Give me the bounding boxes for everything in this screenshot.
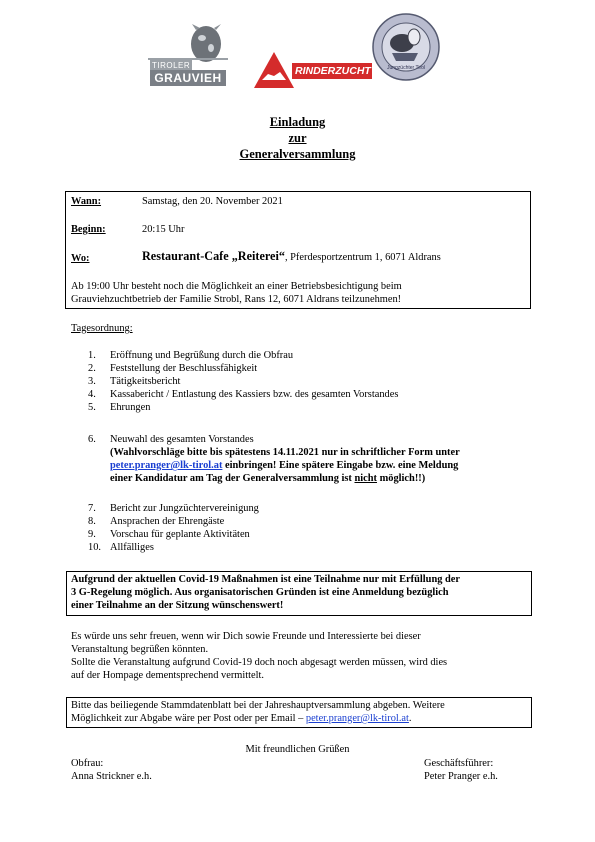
agenda-item-6-text: Neuwahl des gesamten Vorstandes [110,434,254,445]
agenda-item: 3. Tätigkeitsbericht [88,376,181,387]
title-line-2: zur [288,131,307,145]
wo-label: Wo: [71,253,90,264]
title-line-1: Einladung [269,115,326,129]
obfrau-role: Obfrau: [71,758,104,769]
logo-text-rinderzucht: RINDERZUCHT [292,63,372,79]
nomination-email-link[interactable]: peter.pranger@lk-tirol.at [110,460,223,471]
stammdaten-line-1: Bitte das beiliegende Stammdatenblatt bei der Jahreshauptversammlung abgeben. Weitere [71,700,445,711]
logo-text-grauvieh: GRAUVIEH [150,70,226,86]
paragraph-line: auf der Hompage dementsprechend vermittelt. [71,670,265,681]
visit-note-line-2: Grauviehzuchtbetrieb der Familie Strobl, Rans 12, 6071 Aldrans teilzunehmen! [71,294,402,305]
invitation-paragraph [71,630,447,682]
beginn-value: 20:15 Uhr [142,224,185,235]
nomination-note-line-3: einer Kandidatur am Tag der Generalversammlung ist nicht möglich!!) [110,473,426,484]
closing-greeting: Mit freundlichen Grüßen [245,744,350,755]
wann-label: Wann: [71,196,102,207]
logo-text-jungzuechter: Jungzüchter Tirol [386,65,426,71]
covid-notice-box [66,571,532,616]
agenda-item: 5. Ehrungen [88,402,151,413]
jungzuechter-logo [372,13,440,81]
logo-text-tiroler: TIROLER [152,61,191,70]
wann-value: Samstag, den 20. November 2021 [142,196,283,207]
agenda-item: 9. Vorschau für geplante Aktivitäten [88,529,250,540]
wo-value [142,250,441,264]
venue-name: Restaurant-Cafe „Reiterei“ [142,249,285,263]
mountain-icon [254,50,294,88]
geschaeftsfuehrer-name: Peter Pranger e.h. [424,771,498,782]
geschaeftsfuehrer-role: Geschäftsführer: [424,758,494,769]
title-line-3: Generalversammlung [239,147,356,161]
nomination-note-line-2: peter.pranger@lk-tirol.at einbringen! Eine spätere Eingabe bzw. eine Meldung [110,460,459,471]
stammdaten-line-2: Möglichkeit zur Abgabe wäre per Post oder per Email – peter.pranger@lk-tirol.at. [71,713,412,724]
agenda-item: 4. Kassabericht / Entlastung des Kassiers bzw. des gesamten Vorstandes [88,389,399,400]
agenda-heading: Tagesordnung: [71,323,133,334]
paragraph-line: Es würde uns sehr freuen, wenn wir Dich sowie Freunde und Interessierte bei dieser [71,631,421,642]
stammdaten-box [66,697,532,728]
visit-note-line-1: Ab 19:00 Uhr besteht noch die Möglichkeit an einer Betriebsbesichtigung beim [71,281,402,292]
rinderzucht-logo [254,50,374,88]
paragraph-line: Veranstaltung begrüßen könnten. [71,644,209,655]
obfrau-name: Anna Strickner e.h. [71,771,152,782]
covid-notice-line-1: Aufgrund der aktuellen Covid-19 Maßnahmen ist eine Teilnahme nur mit Erfüllung der [71,574,461,585]
paragraph-line: Sollte die Veranstaltung aufgrund Covid-19 doch noch abgesagt werden müssen, wird dies [71,657,448,668]
tiroler-grauvieh-logo [148,24,228,88]
venue-address: , Pferdesportzentrum 1, 6071 Aldrans [284,252,441,263]
covid-notice-line-3: einer Teilnahme an der Sitzung wünschenswert! [71,600,284,611]
beginn-label: Beginn: [71,224,106,235]
agenda-item: 7. Bericht zur Jungzüchtervereinigung [88,503,259,514]
agenda-item: 10. Allfälliges [88,542,154,553]
agenda-item: 8. Ansprachen der Ehrengäste [88,516,225,527]
agenda-item: 2. Feststellung der Beschlussfähigkeit [88,363,258,374]
agenda-item: 1. Eröffnung und Begrüßung durch die Obfrau [88,350,294,361]
nomination-note-line-1: (Wahlvorschläge bitte bis spätestens 14.11.2021 nur in schriftlicher Form unter [110,447,460,458]
covid-notice-line-2: 3 G-Regelung möglich. Aus organisatorischen Gründen ist eine Anmeldung bezüglich [71,587,449,598]
stammdaten-email-link[interactable]: peter.pranger@lk-tirol.at [305,713,409,724]
